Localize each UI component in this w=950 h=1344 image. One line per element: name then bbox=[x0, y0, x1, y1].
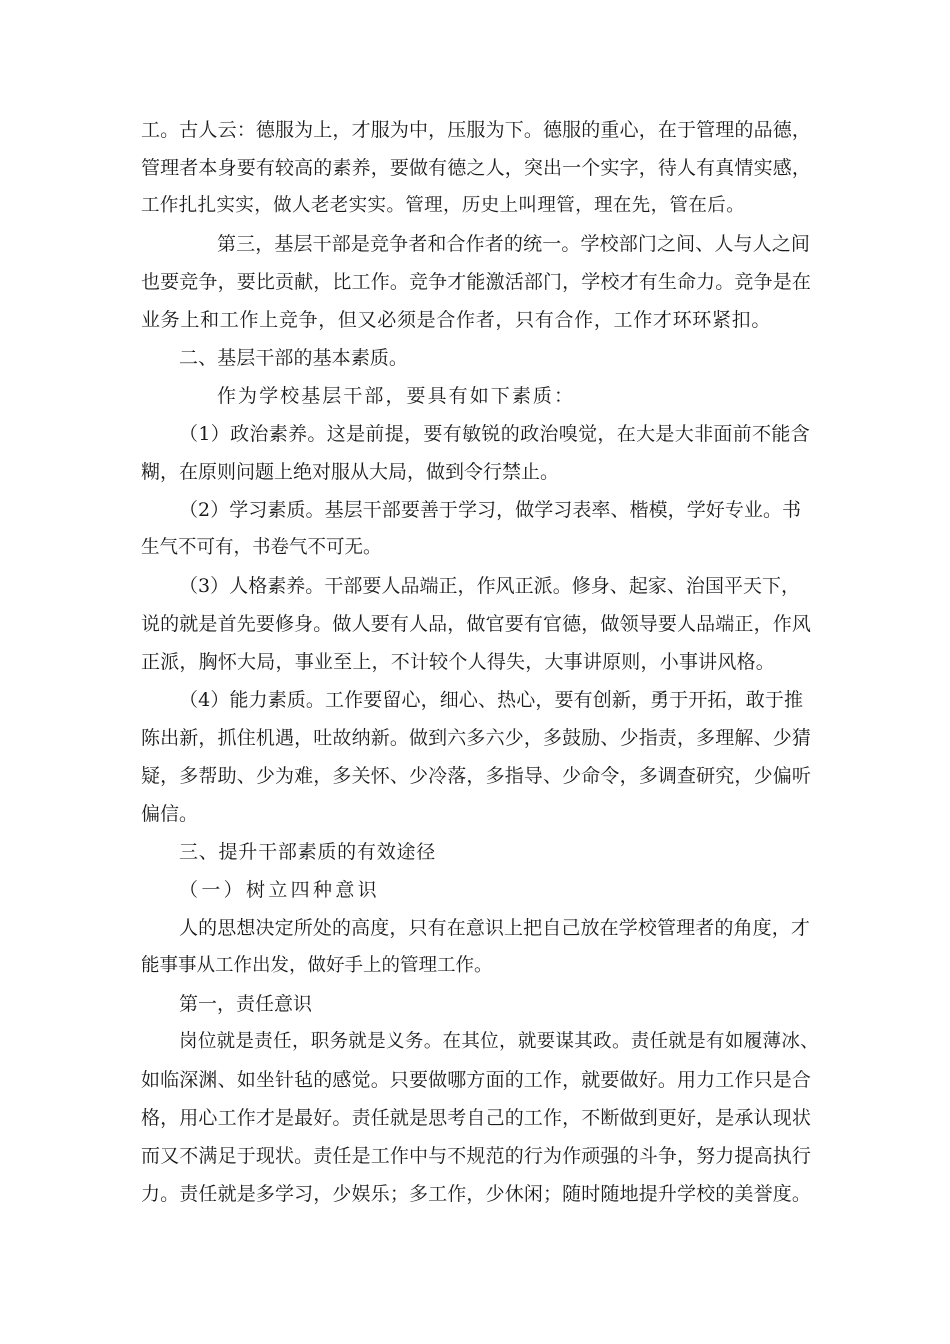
text-line: 力。责任就是多学习，少娱乐；多工作，少休闲；随时随地提升学校的美誉度。 bbox=[141, 1183, 812, 1205]
text-line: 工。古人云：德服为上，才服为中，压服为下。德服的重心，在于管理的品德， bbox=[141, 119, 812, 141]
subsection-heading: （一）树立四种意识 bbox=[179, 879, 381, 901]
text-line: 第三，基层干部是竞争者和合作者的统一。学校部门之间、人与人之间 bbox=[217, 233, 811, 255]
text-line: 偏信。 bbox=[141, 803, 199, 825]
text-line: 格，用心工作才是最好。责任就是思考自己的工作，不断做到更好，是承认现状 bbox=[141, 1107, 812, 1129]
text-line: 岗位就是责任，职务就是义务。在其位，就要谋其政。责任就是有如履薄冰、 bbox=[179, 1031, 820, 1052]
text-line: 业务上和工作上竞争，但又必须是合作者，只有合作，工作才环环紧扣。 bbox=[141, 309, 772, 331]
section-heading: 三、提升干部素质的有效途径 bbox=[179, 841, 437, 863]
text-line: （4）能力素质。工作要留心，细心、热心，要有创新，勇于开拓，敢于推 bbox=[179, 689, 804, 711]
subsection-heading: 第一，责任意识 bbox=[179, 993, 313, 1015]
text-line: 陈出新，抓住机遇，吐故纳新。做到六多六少，多鼓励、少指责，多理解、少猜 bbox=[141, 727, 812, 749]
text-line: （1）政治素养。这是前提，要有敏锐的政治嗅觉，在大是大非面前不能含 bbox=[179, 423, 811, 445]
text-line: 说的就是首先要修身。做人要有人品，做官要有官德，做领导要人品端正，作风 bbox=[141, 613, 812, 635]
text-line: 生气不可有，书卷气不可无。 bbox=[141, 537, 382, 558]
text-line: 管理者本身要有较高的素养，要做有德之人，突出一个实字，待人有真情实感， bbox=[141, 157, 812, 179]
text-line: （3）人格素养。干部要人品端正，作风正派。修身、起家、治国平天下， bbox=[179, 575, 801, 597]
text-line: 能事事从工作出发，做好手上的管理工作。 bbox=[141, 955, 493, 976]
text-line: 糊，在原则问题上绝对服从大局，做到令行禁止。 bbox=[141, 461, 560, 483]
text-line: 如临深渊、如坐针毡的感觉。只要做哪方面的工作，就要做好。用力工作只是合 bbox=[141, 1069, 812, 1091]
text-line: （2）学习素质。基层干部要善于学习，做学习表率、楷模，学好专业。书 bbox=[179, 499, 802, 521]
text-line: 人的思想决定所处的高度，只有在意识上把自己放在学校管理者的角度，才 bbox=[179, 917, 811, 939]
text-line: 作为学校基层干部，要具有如下素质： bbox=[217, 385, 576, 407]
text-line: 疑，多帮助、少为难，多关怀、少冷落，多指导、少命令，多调查研究，少偏听 bbox=[141, 765, 812, 787]
text-line: 而又不满足于现状。责任是工作中与不规范的行为作顽强的斗争，努力提高执行 bbox=[141, 1145, 812, 1167]
text-line: 正派，胸怀大局，事业至上，不计较个人得失，大事讲原则，小事讲风格。 bbox=[141, 651, 776, 673]
text-line: 也要竞争，要比贡献，比工作。竞争才能激活部门，学校才有生命力。竞争是在 bbox=[141, 271, 812, 293]
section-heading: 二、基层干部的基本素质。 bbox=[179, 347, 409, 369]
text-line: 工作扎扎实实，做人老老实实。管理，历史上叫理管，理在先，管在后。 bbox=[141, 195, 746, 216]
